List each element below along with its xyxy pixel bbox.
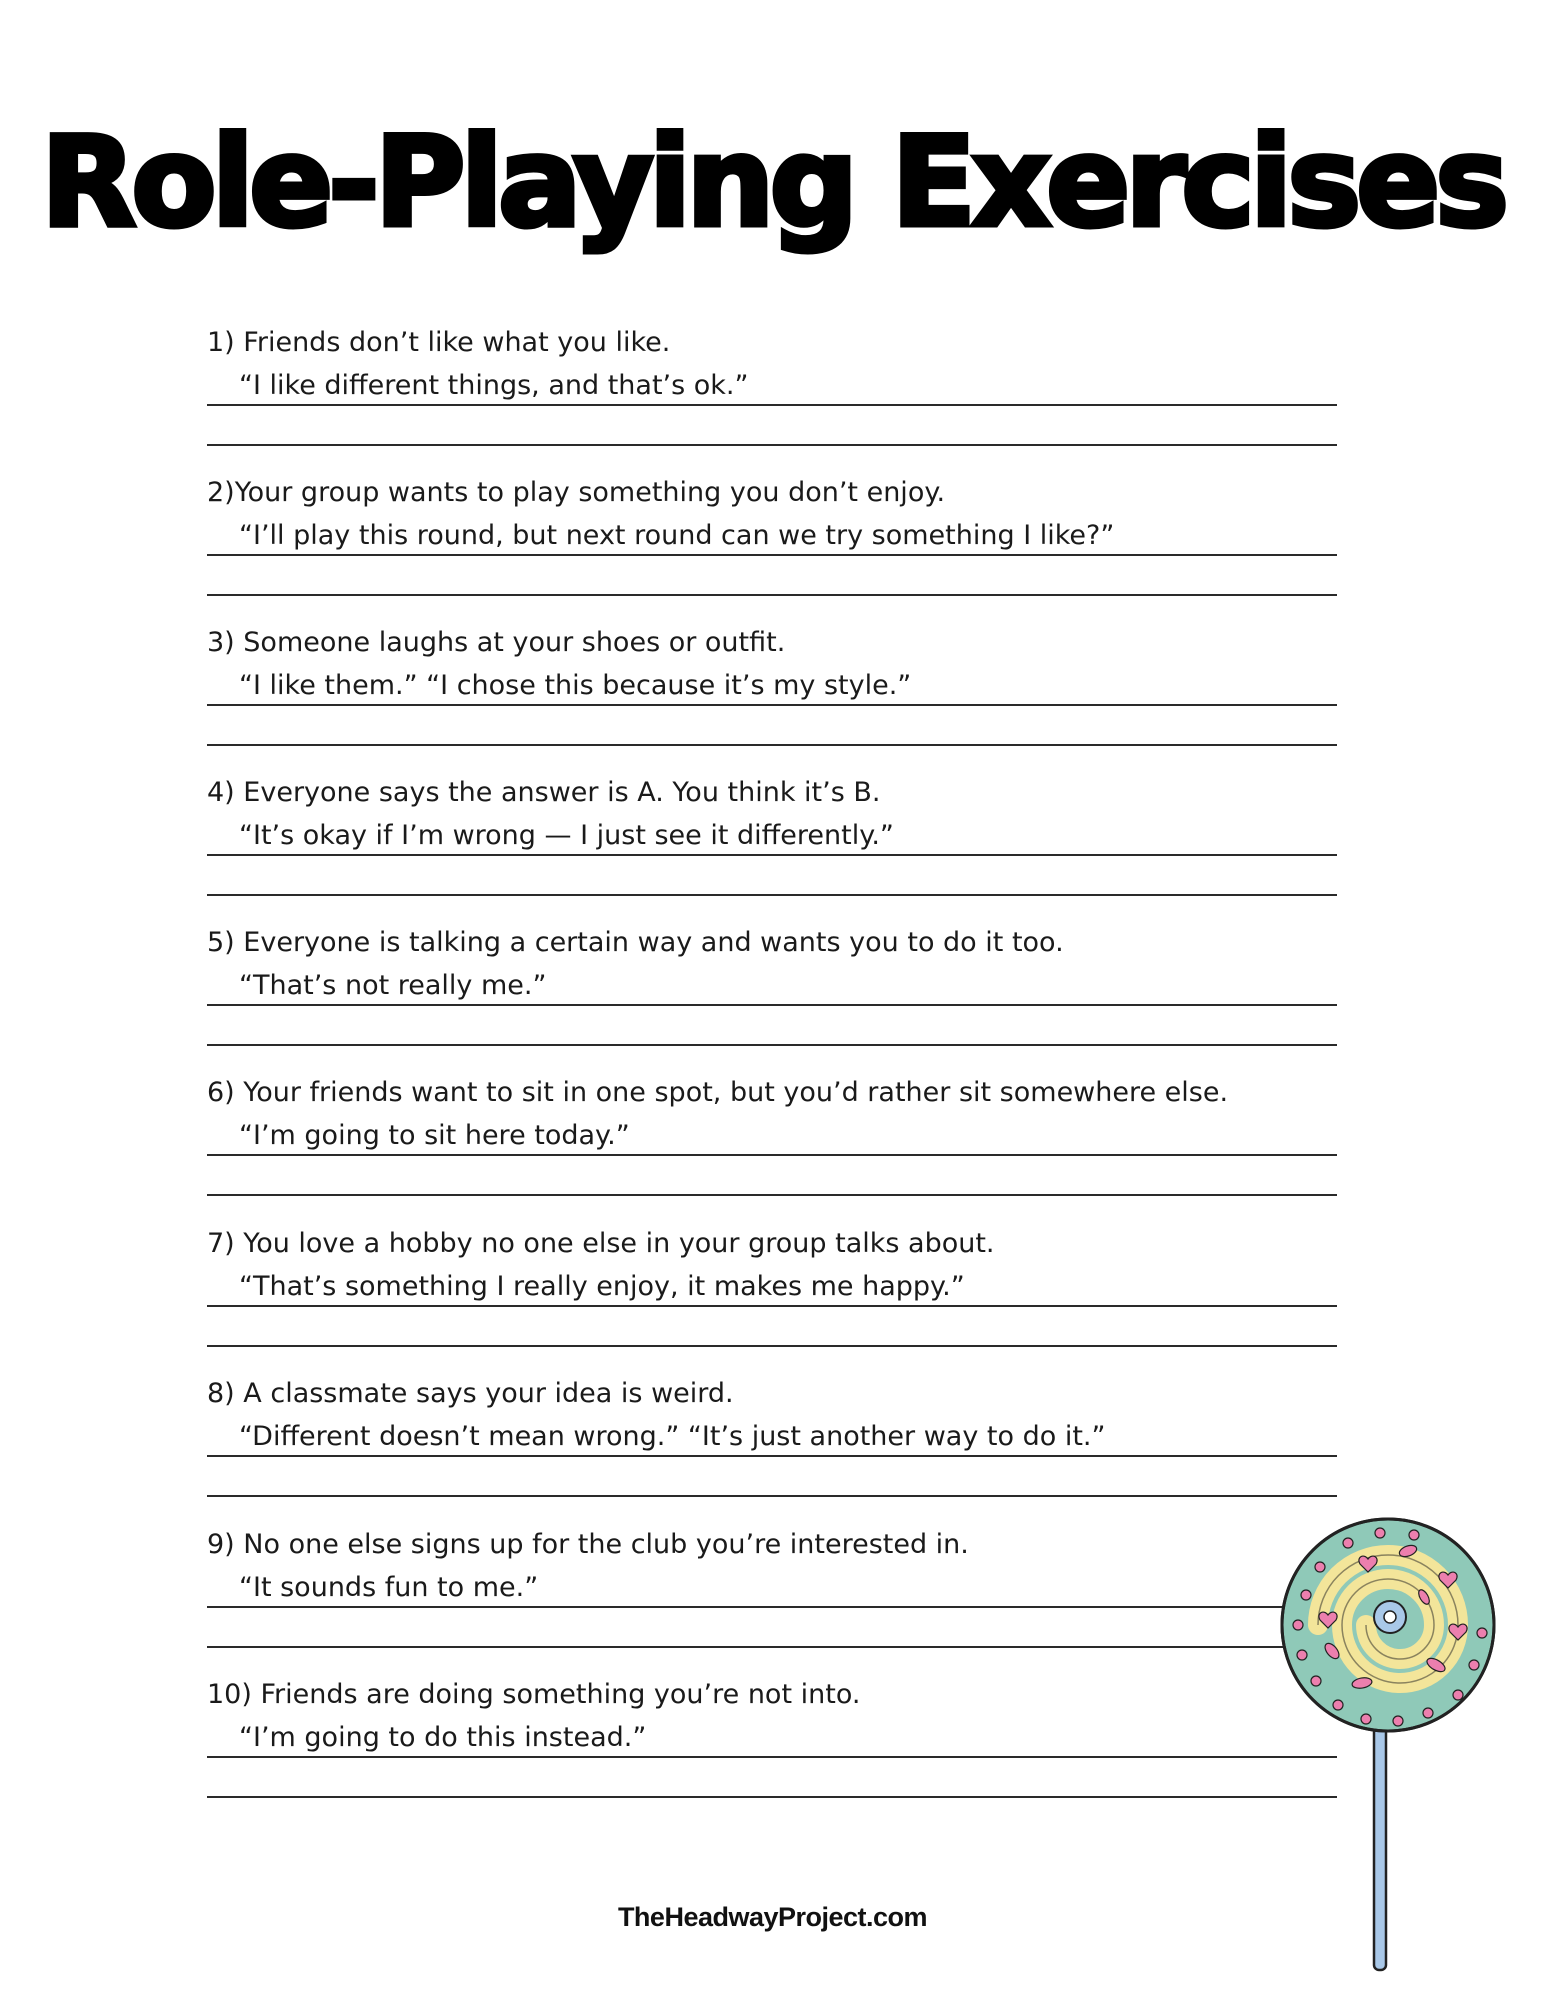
exercise-blank-line[interactable]: [207, 1796, 1337, 1798]
exercise-prompt: 7) You love a hobby no one else in your group talks about.: [207, 1228, 995, 1259]
exercise-5: [207, 926, 1337, 1076]
exercise-prompt: 10) Friends are doing something you’re not into.: [207, 1679, 861, 1710]
footer-website: TheHeadwayProject.com: [617, 1902, 928, 1932]
exercise-prompt: 1) Friends don’t like what you like.: [207, 327, 671, 358]
exercise-10: [207, 1678, 1337, 1828]
exercise-blank-line[interactable]: [207, 444, 1337, 446]
exercise-1: [207, 326, 1337, 476]
exercise-prompt: 2)Your group wants to play something you don’t enjoy.: [207, 477, 946, 508]
exercise-answer: “I’m going to sit here today.”: [239, 1120, 630, 1151]
exercise-6: [207, 1076, 1337, 1226]
exercise-blank-line[interactable]: [207, 894, 1337, 896]
exercise-prompt: 9) No one else signs up for the club you’re interested in.: [207, 1529, 969, 1560]
exercise-answer: “It sounds fun to me.”: [239, 1572, 539, 1603]
exercise-4: [207, 776, 1337, 926]
exercise-prompt: 8) A classmate says your idea is weird.: [207, 1378, 734, 1409]
exercise-answer: “It’s okay if I’m wrong — I just see it differently.”: [239, 820, 894, 851]
exercise-answer-line[interactable]: [207, 818, 1337, 856]
exercise-answer-line[interactable]: [207, 668, 1337, 706]
page-title: Role-Playing Exercises: [40, 111, 1505, 255]
exercise-blank-line[interactable]: [207, 1345, 1337, 1347]
exercise-answer-line[interactable]: [207, 1570, 1337, 1608]
exercise-answer: “I’m going to do this instead.”: [239, 1722, 647, 1753]
exercise-answer-line[interactable]: [207, 1720, 1337, 1758]
exercise-answer-line[interactable]: [207, 1419, 1337, 1457]
exercise-answer: “I’ll play this round, but next round can we try something I like?”: [239, 520, 1115, 551]
exercise-prompt: 4) Everyone says the answer is A. You think it’s B.: [207, 777, 881, 808]
exercise-answer-line[interactable]: [207, 1269, 1337, 1307]
exercise-blank-line[interactable]: [207, 594, 1337, 596]
exercise-answer-line[interactable]: [207, 518, 1337, 556]
exercise-blank-line[interactable]: [207, 1495, 1337, 1497]
exercise-answer-line[interactable]: [207, 968, 1337, 1006]
exercise-3: [207, 626, 1337, 776]
exercise-answer: “I like them.” “I chose this because it’s my style.”: [239, 670, 912, 701]
exercise-prompt: 5) Everyone is talking a certain way and wants you to do it too.: [207, 927, 1064, 958]
exercise-blank-line[interactable]: [207, 1194, 1337, 1196]
exercise-answer: “That’s not really me.”: [239, 970, 547, 1001]
exercise-answer: “That’s something I really enjoy, it makes me happy.”: [239, 1271, 965, 1302]
exercise-8: [207, 1377, 1337, 1527]
exercise-answer-line[interactable]: [207, 1118, 1337, 1156]
exercise-blank-line[interactable]: [207, 1646, 1337, 1648]
exercise-blank-line[interactable]: [207, 744, 1337, 746]
exercise-answer: “I like different things, and that’s ok.”: [239, 370, 749, 401]
exercise-answer-line[interactable]: [207, 368, 1337, 406]
lollipop-icon: [1268, 1515, 1508, 1975]
exercise-9: [207, 1528, 1337, 1678]
exercise-2: [207, 476, 1337, 626]
exercise-prompt: 3) Someone laughs at your shoes or outfit.: [207, 627, 786, 658]
exercise-answer: “Different doesn’t mean wrong.” “It’s just another way to do it.”: [239, 1421, 1106, 1452]
exercise-blank-line[interactable]: [207, 1044, 1337, 1046]
exercise-7: [207, 1227, 1337, 1377]
exercise-prompt: 6) Your friends want to sit in one spot, but you’d rather sit somewhere else.: [207, 1077, 1229, 1108]
